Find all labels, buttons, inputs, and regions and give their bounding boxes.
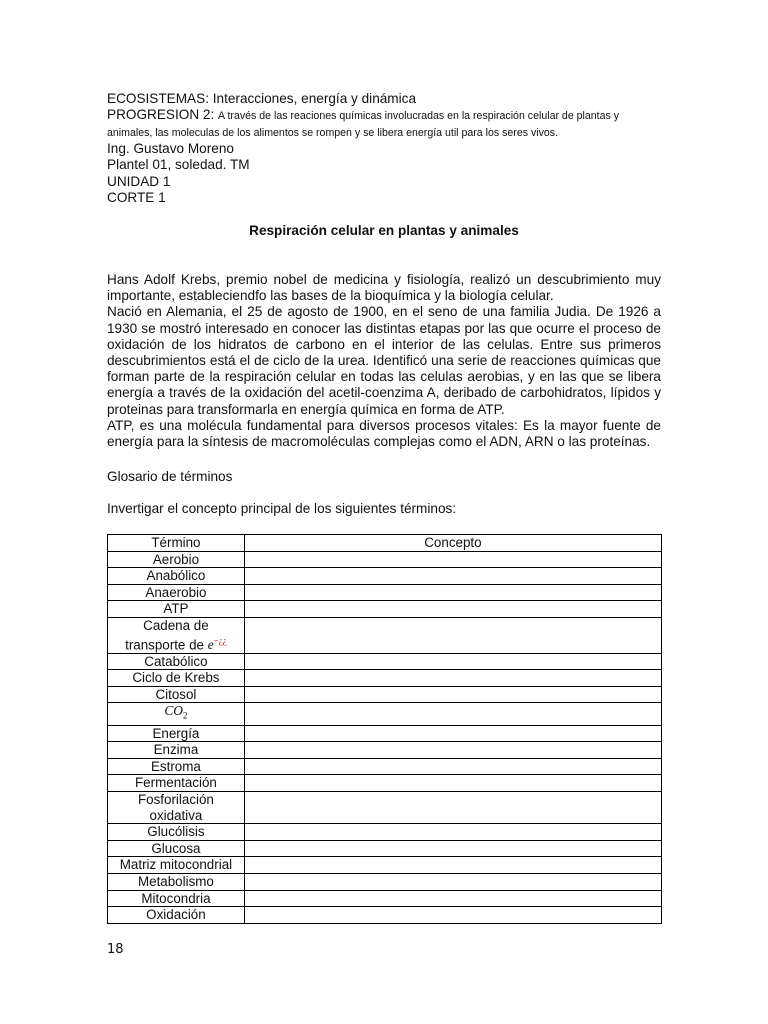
table-row (108, 725, 662, 742)
concept-cell[interactable] (244, 584, 661, 601)
term-cell: Estroma (108, 758, 245, 775)
electron-symbol: e−¿¿ (207, 635, 227, 653)
concept-cell[interactable] (244, 758, 661, 775)
term-cell: Fermentación (108, 775, 245, 792)
concept-cell[interactable] (244, 551, 661, 568)
glossary-table (107, 534, 662, 924)
table-row (108, 840, 662, 857)
concept-cell[interactable] (244, 703, 661, 725)
glossary-title: Glosario de términos (107, 469, 233, 484)
term-cell: Matriz mitocondrial (108, 857, 245, 874)
concept-cell[interactable] (244, 653, 661, 670)
unidad: UNIDAD 1 (107, 173, 171, 189)
concept-cell[interactable] (244, 725, 661, 742)
concept-cell[interactable] (244, 824, 661, 841)
concept-cell[interactable] (244, 792, 661, 824)
glossary-intro: Invertigar el concepto principal de los siguientes términos: (107, 501, 457, 516)
concept-cell[interactable] (244, 857, 661, 874)
term-cell: Ciclo de Krebs (108, 670, 245, 687)
plantel: Plantel 01, soledad. TM (107, 157, 250, 173)
table-row (108, 874, 662, 891)
author: Ing. Gustavo Moreno (107, 140, 234, 156)
term-cell: Energía (108, 725, 245, 742)
term-cell: Anabólico (108, 568, 245, 585)
term-cell: Mitocondria (108, 890, 245, 907)
term-cell: Anaerobio (108, 584, 245, 601)
table-row (108, 653, 662, 670)
concept-cell[interactable] (244, 568, 661, 585)
table-row (108, 775, 662, 792)
table-row (108, 568, 662, 585)
concept-cell[interactable] (244, 775, 661, 792)
term-line-2: transporte de (125, 637, 204, 653)
progresion-text: A través de las reaciones químicas involucradas en la respiración celular de plantas y (218, 110, 620, 123)
table-row (108, 584, 662, 601)
progresion-line (107, 107, 667, 124)
table-header-row (108, 535, 662, 552)
term-line-1: Cadena de (143, 617, 209, 633)
concept-cell[interactable] (244, 874, 661, 891)
table-row (108, 890, 662, 907)
term-cell: Oxidación (108, 907, 245, 924)
table-row (108, 742, 662, 759)
term-cell-co2 (108, 703, 245, 725)
term-cell: Glucólisis (108, 824, 245, 841)
document-title: Respiración celular en plantas y animales (249, 223, 519, 238)
term-cell: Citosol (108, 686, 245, 703)
header-concept: Concepto (244, 535, 661, 552)
paragraph-krebs-intro: Hans Adolf Krebs, premio nobel de medicina y fisiología, realizó un descubrimiento muy importante, estableciendfo las bases de la bioquímica y la biología celular. (107, 272, 661, 304)
course-title: ECOSISTEMAS: Interacciones, energía y dinámica (107, 91, 417, 106)
concept-cell[interactable] (244, 742, 661, 759)
table-row (108, 670, 662, 687)
corte: CORTE 1 (107, 190, 166, 206)
table-row (108, 686, 662, 703)
concept-cell[interactable] (244, 890, 661, 907)
table-row (108, 824, 662, 841)
table-row (108, 617, 662, 653)
paragraph-krebs-bio: Nació en Alemania, el 25 de agosto de 1900, en el seno de una familia Judia. De 1926 a 1930 se mostró interesado en conocer las distintas etapas por las que ocurre el proceso de oxidación de los hidratos de carbono en el interior de las celulas. Entre sus primeros descubrimientos está el de ciclo de la urea. Identificó una serie de reacciones químicas que forman parte de la respiración celular en todas las celulas aerobias, y en las que se libera energía a través de la oxidación del acetil-coenzima A, deribado de carbohidratos, lípidos y proteinas para transformarla en energía química en forma de ATP. (107, 304, 661, 417)
paragraph-atp: ATP, es una molécula fundamental para diversos procesos vitales: Es la mayor fuente de energía para la síntesis de macromoléculas complejas como el ADN, ARN o las proteínas. (107, 417, 661, 450)
table-row (108, 551, 662, 568)
table-row (108, 857, 662, 874)
document-header (107, 91, 667, 206)
concept-cell[interactable] (244, 601, 661, 618)
progresion-label: PROGRESION 2: (107, 107, 215, 123)
header-term: Término (108, 535, 245, 552)
concept-cell[interactable] (244, 617, 661, 653)
table-row (108, 601, 662, 618)
table-row (108, 907, 662, 924)
term-line-2: oxidativa (149, 807, 203, 823)
term-cell-electron-transport (108, 617, 245, 653)
term-cell: Metabolismo (108, 874, 245, 891)
term-line-1: Fosforilación (137, 792, 214, 808)
concept-cell[interactable] (244, 670, 661, 687)
co2-formula: $CO_2$ (164, 703, 188, 722)
term-cell: Glucosa (108, 840, 245, 857)
concept-cell[interactable] (244, 907, 661, 924)
table-row (108, 703, 662, 725)
term-cell: Aerobio (108, 551, 245, 568)
body-text (107, 272, 661, 450)
term-cell: ATP (108, 601, 245, 618)
term-cell-fosforilacion (108, 792, 245, 824)
table-row (108, 792, 662, 824)
concept-cell[interactable] (244, 686, 661, 703)
page-number: 18 (107, 942, 124, 957)
table-row (108, 758, 662, 775)
term-cell: Catabólico (108, 653, 245, 670)
progresion-continuation: animales, las moleculas de los alimentos se rompen y se libera energía util para los seres vivos. (107, 126, 559, 139)
term-cell: Enzima (108, 742, 245, 759)
concept-cell[interactable] (244, 840, 661, 857)
